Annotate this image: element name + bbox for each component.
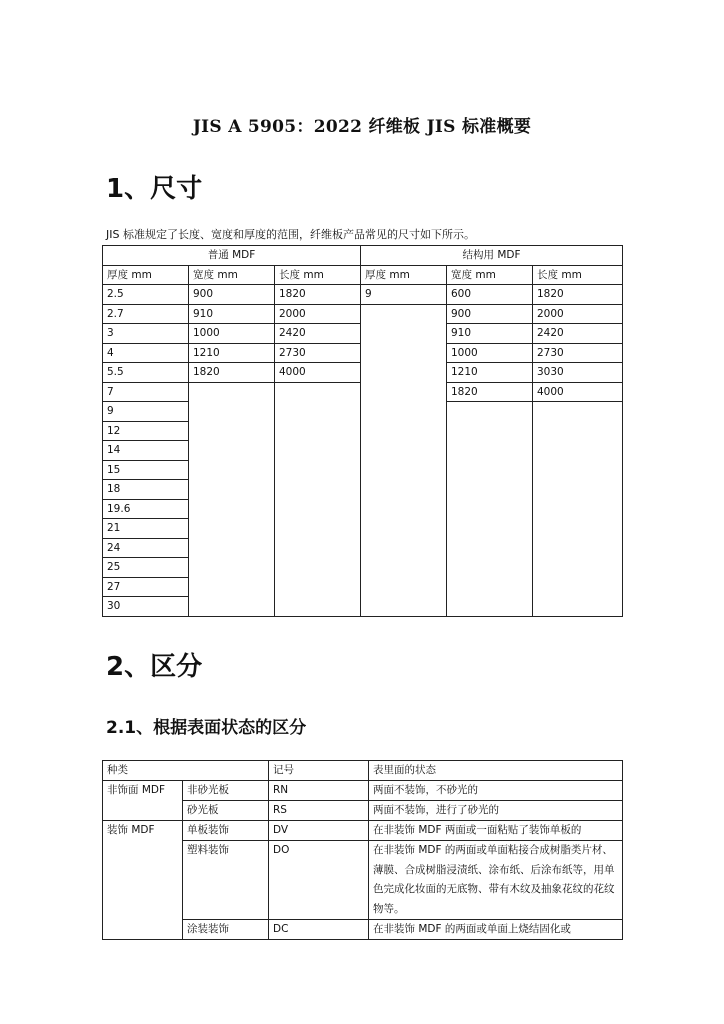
subtype-cell: 单板装饰 [183,821,269,841]
normal-width-cell: 1210 [189,343,275,363]
table-row [103,304,623,324]
table-row [103,781,623,801]
normal-thickness-cell: 15 [103,460,189,480]
normal-thickness-cell: 24 [103,538,189,558]
normal-thickness-cell: 27 [103,577,189,597]
struct-width-cell: 600 [447,285,533,305]
struct-thickness-cell: 9 [361,285,447,305]
column-header: 厚度 mm [103,265,189,285]
column-header: 厚度 mm [361,265,447,285]
section-2-1-heading: 2.1、根据表面状态的区分 [106,718,307,738]
normal-thickness-cell: 5.5 [103,363,189,383]
normal-thickness-cell: 2.5 [103,285,189,305]
description-cell: 在非装饰 MDF 的两面或单面上烧结固化或 [369,920,623,940]
struct-length-cell: 2420 [533,324,623,344]
column-header: 长度 mm [275,265,361,285]
empty-cell [275,382,361,616]
description-cell: 在非装饰 MDF 两面或一面粘贴了装饰单板的 [369,821,623,841]
document-title: JIS A 5905：2022 纤维板 JIS 标准概要 [192,117,532,137]
subtype-cell: 涂装装饰 [183,920,269,940]
struct-length-cell: 1820 [533,285,623,305]
column-header-state: 表里面的状态 [369,761,623,781]
empty-cell [189,382,275,616]
empty-cell [447,402,533,617]
description-cell: 在非装饰 MDF 的两面或单面粘接合成树脂类片材、薄膜、合成树脂浸渍纸、涂布纸、后涂布纸等，用单色完成化妆面的无底物、带有木纹及抽象花纹的花纹物等。 [369,841,623,920]
normal-length-cell: 2420 [275,324,361,344]
empty-cell [361,304,447,616]
normal-width-cell: 900 [189,285,275,305]
subtype-cell: 非砂光板 [183,781,269,801]
normal-thickness-cell: 7 [103,382,189,402]
normal-thickness-cell: 19.6 [103,499,189,519]
group-structural-mdf: 结构用 MDF [361,246,623,266]
struct-width-cell: 1000 [447,343,533,363]
classification-table [102,760,623,940]
normal-thickness-cell: 14 [103,441,189,461]
section-2-heading: 2、区分 [106,652,203,682]
struct-width-cell: 910 [447,324,533,344]
normal-thickness-cell: 3 [103,324,189,344]
normal-thickness-cell: 30 [103,597,189,617]
column-header: 长度 mm [533,265,623,285]
normal-width-cell: 1000 [189,324,275,344]
description-cell: 两面不装饰，不砂光的 [369,781,623,801]
struct-width-cell: 1210 [447,363,533,383]
normal-thickness-cell: 4 [103,343,189,363]
normal-width-cell: 1820 [189,363,275,383]
description-cell: 两面不装饰，进行了砂光的 [369,801,623,821]
subtype-cell: 塑料装饰 [183,841,269,920]
struct-width-cell: 900 [447,304,533,324]
normal-thickness-cell: 21 [103,519,189,539]
size-table [102,245,623,617]
code-cell: RS [269,801,369,821]
subtype-cell: 砂光板 [183,801,269,821]
table-row [103,821,623,841]
code-cell: DO [269,841,369,920]
normal-thickness-cell: 25 [103,558,189,578]
group-normal-mdf: 普通 MDF [103,246,361,266]
size-table-header-row [103,265,623,285]
struct-length-cell: 2000 [533,304,623,324]
struct-length-cell: 4000 [533,382,623,402]
column-header: 宽度 mm [447,265,533,285]
empty-cell [533,402,623,617]
code-cell: DC [269,920,369,940]
size-table-group-row [103,246,623,266]
normal-thickness-cell: 9 [103,402,189,422]
classification-header-row [103,761,623,781]
column-header-type: 种类 [103,761,269,781]
column-header-code: 记号 [269,761,369,781]
normal-length-cell: 2730 [275,343,361,363]
normal-length-cell: 2000 [275,304,361,324]
normal-thickness-cell: 18 [103,480,189,500]
category-cell: 装饰 MDF [103,821,183,940]
section-1-intro: JIS 标准规定了长度、宽度和厚度的范围，纤维板产品常见的尺寸如下所示。 [106,228,475,241]
column-header: 宽度 mm [189,265,275,285]
table-row [103,285,623,305]
struct-length-cell: 2730 [533,343,623,363]
normal-length-cell: 1820 [275,285,361,305]
struct-width-cell: 1820 [447,382,533,402]
normal-thickness-cell: 12 [103,421,189,441]
category-cell: 非饰面 MDF [103,781,183,821]
code-cell: DV [269,821,369,841]
struct-length-cell: 3030 [533,363,623,383]
section-1-heading: 1、尺寸 [106,174,203,204]
normal-length-cell: 4000 [275,363,361,383]
normal-width-cell: 910 [189,304,275,324]
code-cell: RN [269,781,369,801]
normal-thickness-cell: 2.7 [103,304,189,324]
